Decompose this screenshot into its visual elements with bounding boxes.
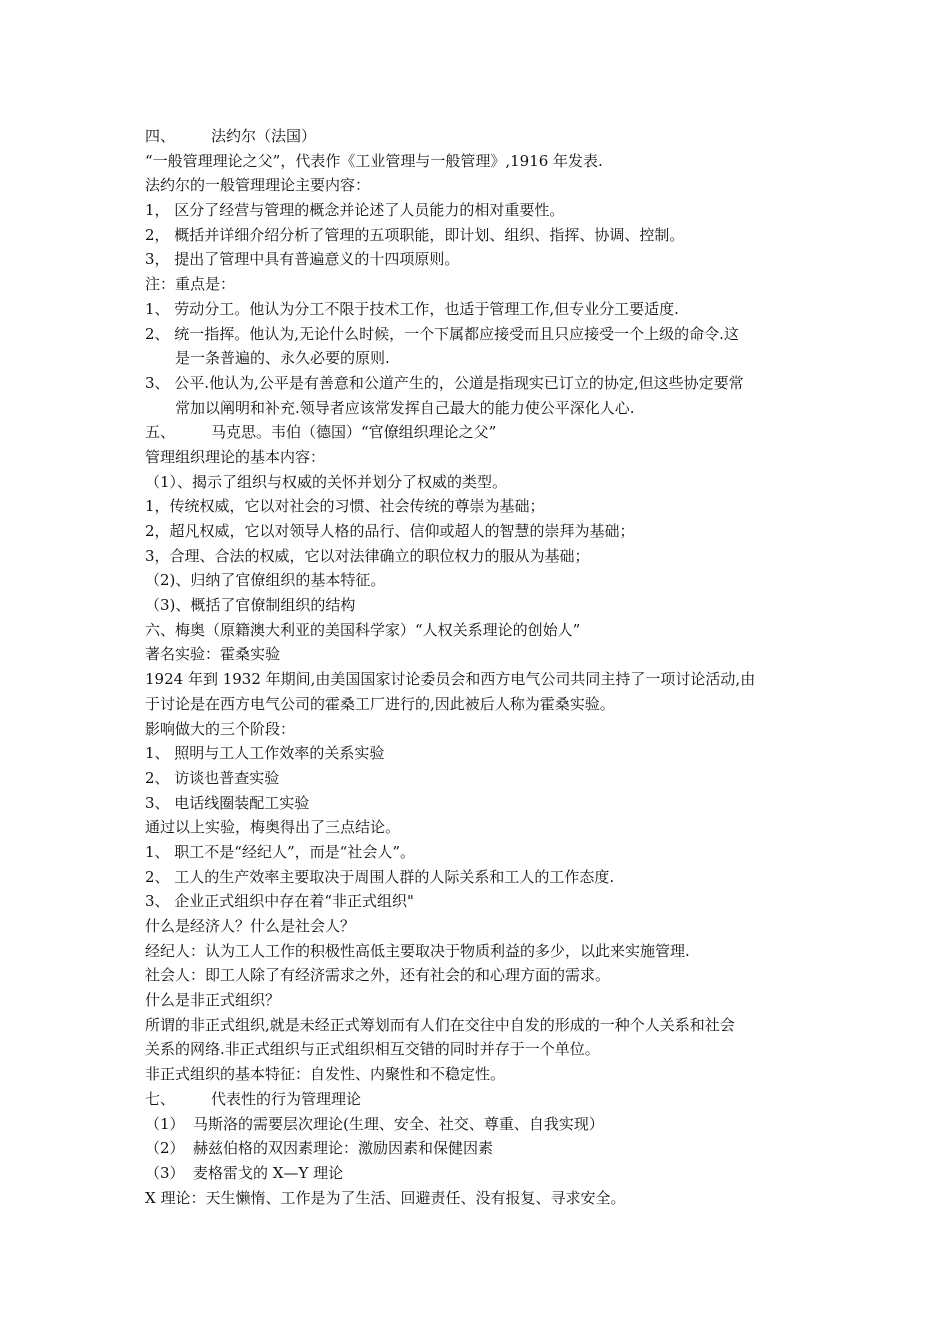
item-text: 麦格雷戈的 X—Y 理论 [193, 1163, 344, 1182]
text-line: 2，超凡权威，它以对领导人格的品行、信仰或超人的智慧的崇拜为基础； [145, 522, 635, 540]
text-line: 3、 公平.他认为,公平是有善意和公道产生的，公道是指现实已订立的协定,但这些协定要常 [145, 373, 744, 392]
text-line: 3，合理、合法的权威，它以对法律确立的职位权力的服从为基础； [145, 546, 590, 565]
text-line-continuation: 是一条普遍的、永久必要的原则. [175, 349, 390, 368]
text-line: 于讨论是在西方电气公司的霍桑工厂进行的,因此被后人称为霍桑实验。 [145, 694, 615, 713]
text-line: 非正式组织的基本特征：自发性、内聚性和不稳定性。 [145, 1065, 506, 1084]
item-text: 马斯洛的需要层次理论(生理、安全、社交、尊重、自我实现） [193, 1114, 604, 1133]
text-line: 通过以上实验，梅奥得出了三点结论。 [145, 818, 401, 837]
section-heading [145, 1087, 810, 1112]
item-number: （2） [145, 1139, 185, 1158]
text-line: 1， 区分了经营与管理的概念并论述了人员能力的相对重要性。 [145, 201, 565, 220]
text-line: 关系的网络.非正式组织与正式组织相互交错的同时并存于一个单位。 [145, 1040, 600, 1059]
text-line: （1）、揭示了组织与权威的关怀并划分了权威的类型。 [145, 472, 508, 491]
section-number: 七、 [145, 1089, 176, 1108]
text-line: 3， 提出了管理中具有普遍意义的十四项原则。 [145, 250, 460, 269]
document-body [145, 124, 810, 1210]
text-line: （3)、概括了官僚制组织的结构 [145, 596, 356, 615]
text-line: 著名实验：霍桑实验 [145, 645, 281, 664]
section-number: 四、 [145, 127, 176, 145]
section-heading [145, 124, 810, 149]
text-line: 2、 统一指挥。他认为,无论什么时候，一个下属都应接受而且只应接受一个上级的命令.这 [145, 324, 739, 343]
text-line: 六、梅奥（原籍澳大利亚的美国科学家）“人权关系理论的创始人” [145, 620, 581, 639]
text-line: 2、 工人的生产效率主要取决于周围人群的人际关系和工人的工作态度. [145, 867, 615, 886]
text-line: 1、 照明与工人工作效率的关系实验 [145, 744, 385, 763]
item-number: （3） [145, 1163, 185, 1182]
text-line: 法约尔的一般管理理论主要内容： [145, 176, 371, 195]
numbered-item [145, 1136, 810, 1161]
numbered-item [145, 1161, 810, 1186]
text-line: 什么是经济人？什么是社会人？ [145, 917, 356, 935]
text-line: 注：重点是： [145, 275, 236, 294]
text-line: 影响做大的三个阶段： [145, 719, 296, 738]
text-line: 什么是非正式组织？ [145, 991, 281, 1010]
item-text: 赫兹伯格的双因素理论：激励因素和保健因素 [193, 1139, 494, 1158]
text-line: 所谓的非正式组织,就是未经正式筹划而有人们在交往中自发的形成的一种个人关系和社会 [145, 1015, 735, 1034]
section-title: 马克思。韦伯（德国）“官僚组织理论之父” [211, 423, 497, 442]
text-line: 3、 电话线圈装配工实验 [145, 793, 310, 812]
numbered-item [145, 1112, 810, 1137]
text-line: X 理论：天生懒惰、工作是为了生活、回避责任、没有报复、寻求安全。 [145, 1188, 626, 1207]
text-line: 1924 年到 1932 年期间,由美国国家讨论委员会和西方电气公司共同主持了一项讨论活动,由 [145, 670, 756, 689]
text-line: 1、 职工不是“经纪人”，而是“社会人”。 [145, 842, 415, 861]
text-line: 2， 概括并详细介绍分析了管理的五项职能，即计划、组织、指挥、协调、控制。 [145, 225, 685, 244]
text-line: （2)、归纳了官僚组织的基本特征。 [145, 571, 386, 590]
text-line: 社会人：即工人除了有经济需求之外，还有社会的和心理方面的需求。 [145, 966, 611, 985]
section-heading [145, 420, 810, 445]
section-title: 代表性的行为管理理论 [211, 1089, 362, 1108]
text-line-continuation: 常加以阐明和补充.领导者应该常发挥自己最大的能力使公平深化人心. [175, 398, 635, 417]
text-line: 经纪人：认为工人工作的积极性高低主要取决于物质利益的多少，以此来实施管理. [145, 941, 690, 960]
text-line: 管理组织理论的基本内容： [145, 447, 326, 466]
section-number: 五、 [145, 423, 176, 442]
section-title: 法约尔（法国） [211, 127, 317, 145]
text-line: 3、 企业正式组织中存在着“非正式组织" [145, 892, 414, 911]
text-line: 1，传统权威，它以对社会的习惯、社会传统的尊崇为基础； [145, 497, 545, 516]
text-line: 1、 劳动分工。他认为分工不限于技术工作，也适于管理工作,但专业分工要适度. [145, 299, 679, 318]
text-line: 2、 访谈也普查实验 [145, 768, 280, 787]
item-number: （1） [145, 1114, 185, 1133]
text-line: “一般管理理论之父”，代表作《工业管理与一般管理》,1916 年发表. [145, 151, 603, 170]
